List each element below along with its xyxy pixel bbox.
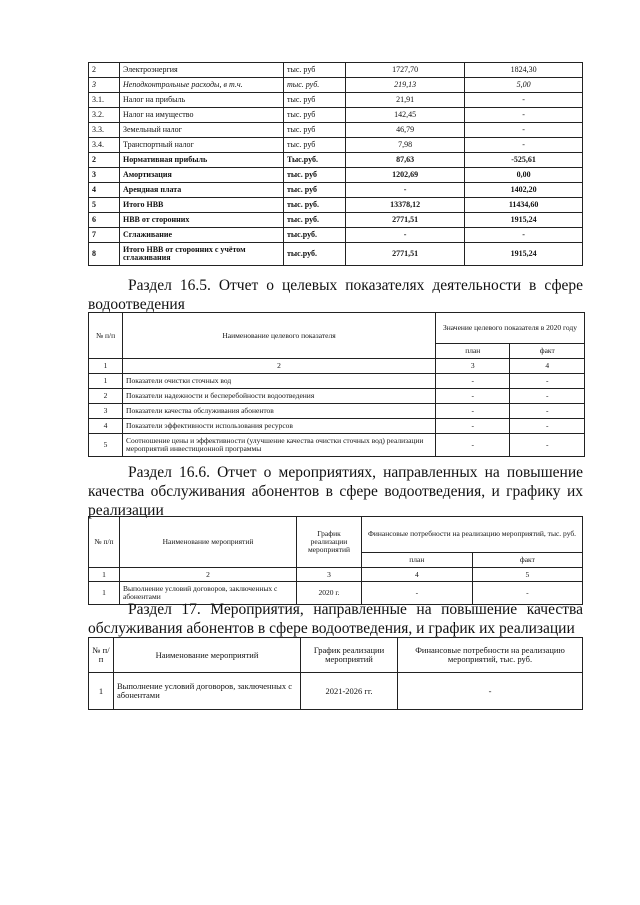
- table-index-row: [89, 359, 585, 374]
- row-num: 8: [89, 243, 120, 266]
- row-unit: тыс. руб: [284, 168, 346, 183]
- col-name-header: Наименование мероприятий: [114, 638, 301, 673]
- row-plan: -: [436, 419, 510, 434]
- row-name: Налог на имущество: [120, 108, 284, 123]
- row-plan: -: [362, 582, 473, 605]
- row-value-2: -: [465, 123, 583, 138]
- row-unit: тыс.руб.: [284, 243, 346, 266]
- section-17-line2: обслуживания абонентов в сфере водоотведения, и график их реализации: [88, 620, 575, 637]
- row-name: Электроэнергия: [120, 63, 284, 78]
- row-name: Показатели очистки сточных вод: [123, 374, 436, 389]
- col-num-header: № п/п: [89, 638, 114, 673]
- row-unit: тыс. руб: [284, 138, 346, 153]
- table-row: [89, 153, 583, 168]
- row-value-2: 11434,60: [465, 198, 583, 213]
- row-value-1: 1727,70: [346, 63, 465, 78]
- col-schedule-header: График реализации мероприятий: [297, 517, 362, 568]
- table-row: [89, 404, 585, 419]
- table-row: [89, 78, 583, 93]
- row-value-1: 7,98: [346, 138, 465, 153]
- section-16-6-line3: реализации: [88, 502, 164, 519]
- table-row: [89, 213, 583, 228]
- row-name: Амортизация: [120, 168, 284, 183]
- row-schedule: 2021-2026 гг.: [301, 673, 398, 710]
- row-name: Выполнение условий договоров, заключенных с абонентами: [120, 582, 297, 605]
- row-unit: тыс. руб.: [284, 78, 346, 93]
- row-name: НВВ от сторонних: [120, 213, 284, 228]
- row-value-1: 46,79: [346, 123, 465, 138]
- finance-table-body: [89, 63, 583, 266]
- col-num-header: № п/п: [89, 313, 123, 359]
- measures-report-table: [88, 516, 583, 605]
- table-row: [89, 138, 583, 153]
- row-name: Неподконтрольные расходы, в т.ч.: [120, 78, 284, 93]
- row-fact: -: [510, 419, 585, 434]
- target-indicators-table: [88, 312, 585, 457]
- row-value-1: 21,91: [346, 93, 465, 108]
- table-row: [89, 108, 583, 123]
- section-16-5-heading: [88, 276, 583, 314]
- section-17-line1: Раздел 17. Мероприятия, направленные на повышение качества: [128, 601, 583, 618]
- row-num: 3: [89, 78, 120, 93]
- col-plan-header: план: [362, 552, 473, 567]
- row-name: Выполнение условий договоров, заключенных с абонентами: [114, 673, 301, 710]
- index-cell: 1: [89, 568, 120, 582]
- row-value-1: 2771,51: [346, 213, 465, 228]
- row-unit: тыс. руб.: [284, 198, 346, 213]
- row-unit: тыс. руб: [284, 183, 346, 198]
- row-name: Соотношение цены и эффективности (улучшение качества очистки сточных вод) реализации мероприятий инвестиционной программы: [123, 434, 436, 457]
- table-index-row: [89, 568, 583, 582]
- row-value-1: 219,13: [346, 78, 465, 93]
- row-num: 4: [89, 183, 120, 198]
- row-value-1: 1202,69: [346, 168, 465, 183]
- table-row: [89, 389, 585, 404]
- table-row: [89, 93, 583, 108]
- row-fact: -: [472, 582, 582, 605]
- row-value-2: -: [465, 138, 583, 153]
- col-schedule-header: График реализации мероприятий: [301, 638, 398, 673]
- row-plan: -: [436, 374, 510, 389]
- row-value-1: -: [346, 183, 465, 198]
- row-fact: -: [510, 389, 585, 404]
- col-fact-header: факт: [472, 552, 582, 567]
- row-unit: Тыс.руб.: [284, 153, 346, 168]
- index-cell: 1: [89, 359, 123, 374]
- col-fact-header: факт: [510, 344, 585, 359]
- section-16-5-line1: Раздел 16.5. Отчет о целевых показателях деятельности в сфере: [128, 277, 583, 294]
- row-fact: -: [510, 374, 585, 389]
- col-finance-header: Финансовые потребности на реализацию мероприятий, тыс. руб.: [362, 517, 583, 553]
- table-header-row: [89, 517, 583, 553]
- row-value-2: 1402,20: [465, 183, 583, 198]
- index-cell: 3: [297, 568, 362, 582]
- table-row: [89, 434, 585, 457]
- row-value-1: 87,63: [346, 153, 465, 168]
- index-cell: 2: [120, 568, 297, 582]
- row-value-1: 2771,51: [346, 243, 465, 266]
- row-num: 3: [89, 404, 123, 419]
- row-fact: -: [510, 434, 585, 457]
- section-16-6-heading: [88, 463, 583, 520]
- index-cell: 4: [362, 568, 473, 582]
- measures-plan-table: [88, 637, 583, 710]
- row-value-1: -: [346, 228, 465, 243]
- row-plan: -: [436, 389, 510, 404]
- table-row: [89, 673, 583, 710]
- row-name: Налог на прибыль: [120, 93, 284, 108]
- row-finance: -: [398, 673, 583, 710]
- row-name: Показатели качества обслуживания абонентов: [123, 404, 436, 419]
- row-name: Транспортный налог: [120, 138, 284, 153]
- row-unit: тыс.руб.: [284, 228, 346, 243]
- row-value-2: -: [465, 93, 583, 108]
- table-row: [89, 243, 583, 266]
- index-cell: 4: [510, 359, 585, 374]
- section-17-heading: [88, 600, 583, 638]
- section-16-6-line2: качества обслуживания абонентов в сфере водоотведения, и графику их: [88, 483, 583, 500]
- table-row: [89, 374, 585, 389]
- finance-table: [88, 62, 583, 266]
- row-unit: тыс. руб: [284, 123, 346, 138]
- table-row: [89, 168, 583, 183]
- row-num: 3: [89, 168, 120, 183]
- table-header-row: [89, 638, 583, 673]
- row-name: Арендная плата: [120, 183, 284, 198]
- row-num: 1: [89, 374, 123, 389]
- row-value-1: 13378,12: [346, 198, 465, 213]
- row-num: 3.1.: [89, 93, 120, 108]
- section-16-6-line1: Раздел 16.6. Отчет о мероприятиях, направленных на повышение: [128, 464, 583, 481]
- row-value-2: 0,00: [465, 168, 583, 183]
- row-name: Показатели надежности и бесперебойности водоотведения: [123, 389, 436, 404]
- section-16-5-line2: водоотведения: [88, 296, 185, 313]
- col-name-header: Наименование мероприятий: [120, 517, 297, 568]
- row-num: 2: [89, 153, 120, 168]
- row-num: 5: [89, 198, 120, 213]
- row-value-1: 142,45: [346, 108, 465, 123]
- row-value-2: -: [465, 108, 583, 123]
- table-row: [89, 63, 583, 78]
- table-row: [89, 419, 585, 434]
- row-unit: тыс. руб: [284, 93, 346, 108]
- row-unit: тыс. руб: [284, 108, 346, 123]
- row-num: 2: [89, 63, 120, 78]
- row-num: 5: [89, 434, 123, 457]
- row-value-2: -525,61: [465, 153, 583, 168]
- row-value-2: 1824,30: [465, 63, 583, 78]
- row-num: 3.3.: [89, 123, 120, 138]
- row-num: 6: [89, 213, 120, 228]
- row-value-2: -: [465, 228, 583, 243]
- col-plan-header: план: [436, 344, 510, 359]
- table-row: [89, 228, 583, 243]
- table-header-row: [89, 313, 585, 344]
- index-cell: 5: [472, 568, 582, 582]
- row-num: 2: [89, 389, 123, 404]
- row-plan: -: [436, 434, 510, 457]
- row-num: 3.2.: [89, 108, 120, 123]
- row-num: 1: [89, 673, 114, 710]
- col-value-header: Значение целевого показателя в 2020 году: [436, 313, 585, 344]
- row-name: Показатели эффективности использования ресурсов: [123, 419, 436, 434]
- row-num: 3.4.: [89, 138, 120, 153]
- table-row: [89, 123, 583, 138]
- index-cell: 3: [436, 359, 510, 374]
- col-finance-header: Финансовые потребности на реализацию мероприятий, тыс. руб.: [398, 638, 583, 673]
- row-value-2: 1915,24: [465, 213, 583, 228]
- row-num: 4: [89, 419, 123, 434]
- col-name-header: Наименование целевого показателя: [123, 313, 436, 359]
- row-value-2: 1915,24: [465, 243, 583, 266]
- col-num-header: № п/п: [89, 517, 120, 568]
- row-schedule: 2020 г.: [297, 582, 362, 605]
- row-name: Итого НВВ: [120, 198, 284, 213]
- index-cell: 2: [123, 359, 436, 374]
- row-num: 1: [89, 582, 120, 605]
- row-name: Итого НВВ от сторонних с учётом сглаживания: [120, 243, 284, 266]
- row-unit: тыс. руб: [284, 63, 346, 78]
- row-name: Нормативная прибыль: [120, 153, 284, 168]
- row-num: 7: [89, 228, 120, 243]
- target-indicators-body: [89, 374, 585, 457]
- table-row: [89, 183, 583, 198]
- row-name: Земельный налог: [120, 123, 284, 138]
- table-row: [89, 198, 583, 213]
- row-name: Сглаживание: [120, 228, 284, 243]
- row-value-2: 5,00: [465, 78, 583, 93]
- row-unit: тыс. руб.: [284, 213, 346, 228]
- row-fact: -: [510, 404, 585, 419]
- row-plan: -: [436, 404, 510, 419]
